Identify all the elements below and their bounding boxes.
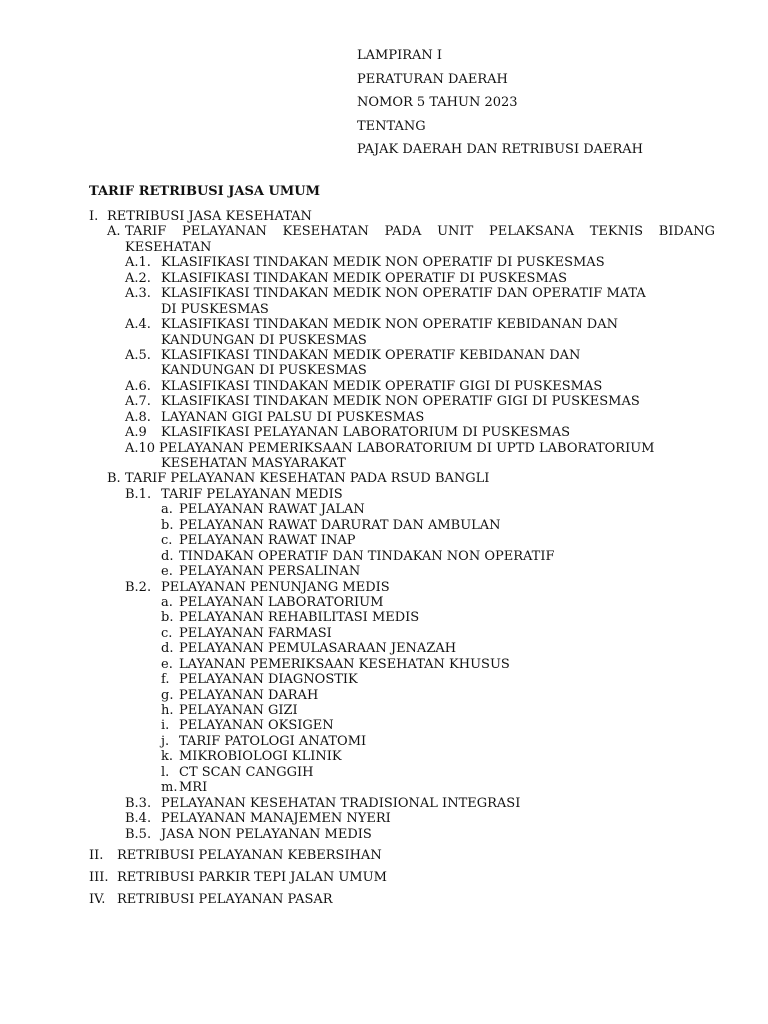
outline-item (0, 595, 768, 610)
outline-item-number: B.2. (125, 579, 152, 595)
outline-item-text: MRI (179, 780, 208, 796)
outline-item-number: c. (161, 533, 173, 549)
outline-item-text: PELAYANAN PERSALINAN (179, 564, 361, 580)
outline-item (0, 870, 768, 885)
outline-item-text: PELAYANAN FARMASI (179, 625, 332, 641)
outline-item-text: MIKROBIOLOGI KLINIK (179, 749, 342, 765)
outline-item-text: TARIF PELAYANAN MEDIS (161, 486, 343, 502)
outline-item-text: KLASIFIKASI TINDAKAN MEDIK OPERATIF DI PUSKESMAS (161, 270, 568, 286)
outline-item-text: PELAYANAN DIAGNOSTIK (179, 672, 358, 688)
outline-item-number: A.4. (125, 317, 151, 333)
outline-item-text: KLASIFIKASI TINDAKAN MEDIK NON OPERATIF DAN OPERATIF MATA (161, 286, 646, 302)
outline-item (0, 487, 768, 502)
outline-item-number: j. (161, 733, 170, 749)
outline-item-number: B. (107, 471, 121, 487)
outline-item (0, 718, 768, 733)
header-block (357, 46, 643, 164)
outline-item-number: B.1. (125, 486, 152, 502)
outline-item-number: d. (161, 548, 174, 564)
outline-item-text: TARIF PELAYANAN KESEHATAN PADA UNIT PELAKSANA TEKNIS BIDANG (125, 224, 715, 240)
outline-item-text: PELAYANAN MANAJEMEN NYERI (161, 811, 391, 827)
outline-item (0, 348, 768, 363)
outline-item-number: A.3. (125, 286, 151, 302)
outline-item (0, 848, 768, 863)
outline-item-text: KESEHATAN MASYARAKAT (161, 456, 346, 471)
outline-item (0, 580, 768, 595)
header-line-subject: PAJAK DAERAH DAN RETRIBUSI DAERAH (357, 142, 644, 157)
outline-item-text: KANDUNGAN DI PUSKESMAS (161, 363, 367, 379)
outline-item (0, 224, 768, 239)
outline-item-number: A.2. (125, 270, 151, 286)
outline-item (0, 394, 768, 409)
outline-item-number: a. (161, 502, 173, 518)
outline-item (0, 610, 768, 625)
outline-item-text: TARIF PELAYANAN KESEHATAN PADA RSUD BANGLI (125, 471, 490, 487)
outline-item-number: A.7. (125, 394, 151, 410)
outline-item-text: PELAYANAN PEMERIKSAAN LABORATORIUM DI UPTD LABORATORIUM (159, 440, 655, 456)
outline-item (0, 456, 768, 471)
outline-item-text: CT SCAN CANGGIH (179, 764, 314, 780)
header-line-nomor: NOMOR 5 TAHUN 2023 (357, 95, 518, 110)
outline-item-number: B.4. (125, 811, 152, 827)
outline-item-text: RETRIBUSI PARKIR TEPI JALAN UMUM (117, 870, 387, 886)
outline-item-text: PELAYANAN PEMULASARAAN JENAZAH (179, 641, 457, 657)
outline-item-text: PELAYANAN REHABILITASI MEDIS (179, 610, 420, 626)
outline-item-text: PELAYANAN RAWAT INAP (179, 533, 356, 549)
outline-item-text: KESEHATAN (125, 239, 212, 255)
outline-item-number: A.9 (125, 425, 147, 441)
outline-item-number: IV. (89, 892, 106, 908)
outline-item-number: A.10 (125, 440, 156, 456)
outline-item-number: a. (161, 594, 173, 610)
outline-item (0, 749, 768, 764)
outline-item (0, 410, 768, 425)
header-line-tentang: TENTANG (357, 118, 426, 134)
outline-item-text: PELAYANAN RAWAT DARURAT DAN AMBULAN (179, 517, 501, 533)
outline-item-text: PELAYANAN DARAH (179, 687, 319, 703)
outline-item-number: A.5. (125, 347, 151, 363)
outline-item-text: KLASIFIKASI PELAYANAN LABORATORIUM DI PUSKESMAS (161, 425, 571, 441)
outline-item (0, 657, 768, 672)
outline-item (0, 734, 768, 749)
outline-item-text: PELAYANAN PENUNJANG MEDIS (161, 579, 390, 595)
outline-item-number: A. (107, 224, 121, 240)
outline-item (0, 471, 768, 486)
outline-item (0, 518, 768, 533)
outline-item (0, 425, 768, 440)
outline-item (0, 363, 768, 378)
outline-item-number: A.6. (125, 378, 151, 394)
outline-item-text: KLASIFIKASI TINDAKAN MEDIK NON OPERATIF DI PUSKESMAS (161, 255, 605, 271)
outline-item-text: LAYANAN GIGI PALSU DI PUSKESMAS (161, 409, 425, 425)
outline-item (0, 209, 768, 224)
outline-item (0, 502, 768, 517)
outline-item-number: b. (161, 517, 174, 533)
outline-item-number: A.8. (125, 409, 151, 425)
outline-item (0, 286, 768, 301)
outline-item-text: LAYANAN PEMERIKSAAN KESEHATAN KHUSUS (179, 656, 510, 672)
outline-item (0, 255, 768, 270)
outline-item-text: PELAYANAN OKSIGEN (179, 718, 334, 734)
outline-item (0, 811, 768, 826)
outline-item (0, 796, 768, 811)
outline-item-number: c. (161, 625, 173, 641)
header-line-lampiran: LAMPIRAN I (357, 48, 443, 63)
outline-item-number: g. (161, 687, 174, 703)
outline-item-text: RETRIBUSI JASA KESEHATAN (107, 209, 312, 224)
header-line-peraturan: PERATURAN DAERAH (357, 71, 508, 87)
outline-item (0, 672, 768, 687)
outline-item-text: KLASIFIKASI TINDAKAN MEDIK OPERATIF GIGI DI PUSKESMAS (161, 378, 603, 394)
outline-item-text: RETRIBUSI PELAYANAN KEBERSIHAN (117, 848, 382, 864)
outline-item-number: f. (161, 672, 170, 688)
outline-item-number: A.1. (125, 255, 151, 271)
outline-item-text: PELAYANAN KESEHATAN TRADISIONAL INTEGRASI (161, 795, 521, 811)
outline-item (0, 549, 768, 564)
outline-item-number: d. (161, 641, 174, 657)
outline-list (0, 209, 768, 908)
outline-item-number: h. (161, 703, 174, 718)
outline-item-text: DI PUSKESMAS (161, 301, 269, 317)
outline-item (0, 333, 768, 348)
outline-item-number: k. (161, 749, 174, 765)
document-title: TARIF RETRIBUSI JASA UMUM (89, 184, 320, 199)
outline-item (0, 765, 768, 780)
outline-item-text: KLASIFIKASI TINDAKAN MEDIK NON OPERATIF GIGI DI PUSKESMAS (161, 394, 640, 410)
outline-item (0, 302, 768, 317)
outline-item-text: JASA NON PELAYANAN MEDIS (161, 826, 372, 842)
outline-item-number: B.3. (125, 795, 152, 811)
outline-item-number: e. (161, 564, 173, 580)
outline-item (0, 317, 768, 332)
outline-item (0, 533, 768, 548)
outline-item-number: i. (161, 718, 170, 734)
outline-item-text: PELAYANAN RAWAT JALAN (179, 502, 365, 518)
outline-item-number: I. (89, 209, 99, 224)
outline-item-text: RETRIBUSI PELAYANAN PASAR (117, 892, 333, 908)
outline-item-text: PELAYANAN LABORATORIUM (179, 594, 384, 610)
outline-item (0, 626, 768, 641)
outline-item-number: B.5. (125, 826, 152, 842)
outline-item-number: e. (161, 656, 173, 672)
outline-item (0, 240, 768, 255)
outline-item-text: KLASIFIKASI TINDAKAN MEDIK OPERATIF KEBIDANAN DAN (161, 347, 581, 363)
outline-item (0, 688, 768, 703)
outline-item-text: KLASIFIKASI TINDAKAN MEDIK NON OPERATIF KEBIDANAN DAN (161, 317, 618, 333)
outline-item-text: TINDAKAN OPERATIF DAN TINDAKAN NON OPERATIF (179, 548, 555, 564)
outline-item-number: III. (89, 870, 109, 886)
outline-item-number: II. (89, 848, 104, 864)
outline-item (0, 271, 768, 286)
outline-item-text: TARIF PATOLOGI ANATOMI (179, 733, 367, 749)
outline-item (0, 441, 768, 456)
outline-item (0, 379, 768, 394)
outline-item (0, 564, 768, 579)
outline-item-number: b. (161, 610, 174, 626)
outline-item (0, 892, 768, 907)
outline-item (0, 780, 768, 795)
outline-item-text: PELAYANAN GIZI (179, 703, 298, 718)
outline-item-text: KANDUNGAN DI PUSKESMAS (161, 332, 367, 348)
outline-item-number: l. (161, 764, 170, 780)
outline-item (0, 703, 768, 718)
outline-item (0, 827, 768, 842)
outline-item (0, 641, 768, 656)
outline-item-number: m. (161, 780, 178, 796)
